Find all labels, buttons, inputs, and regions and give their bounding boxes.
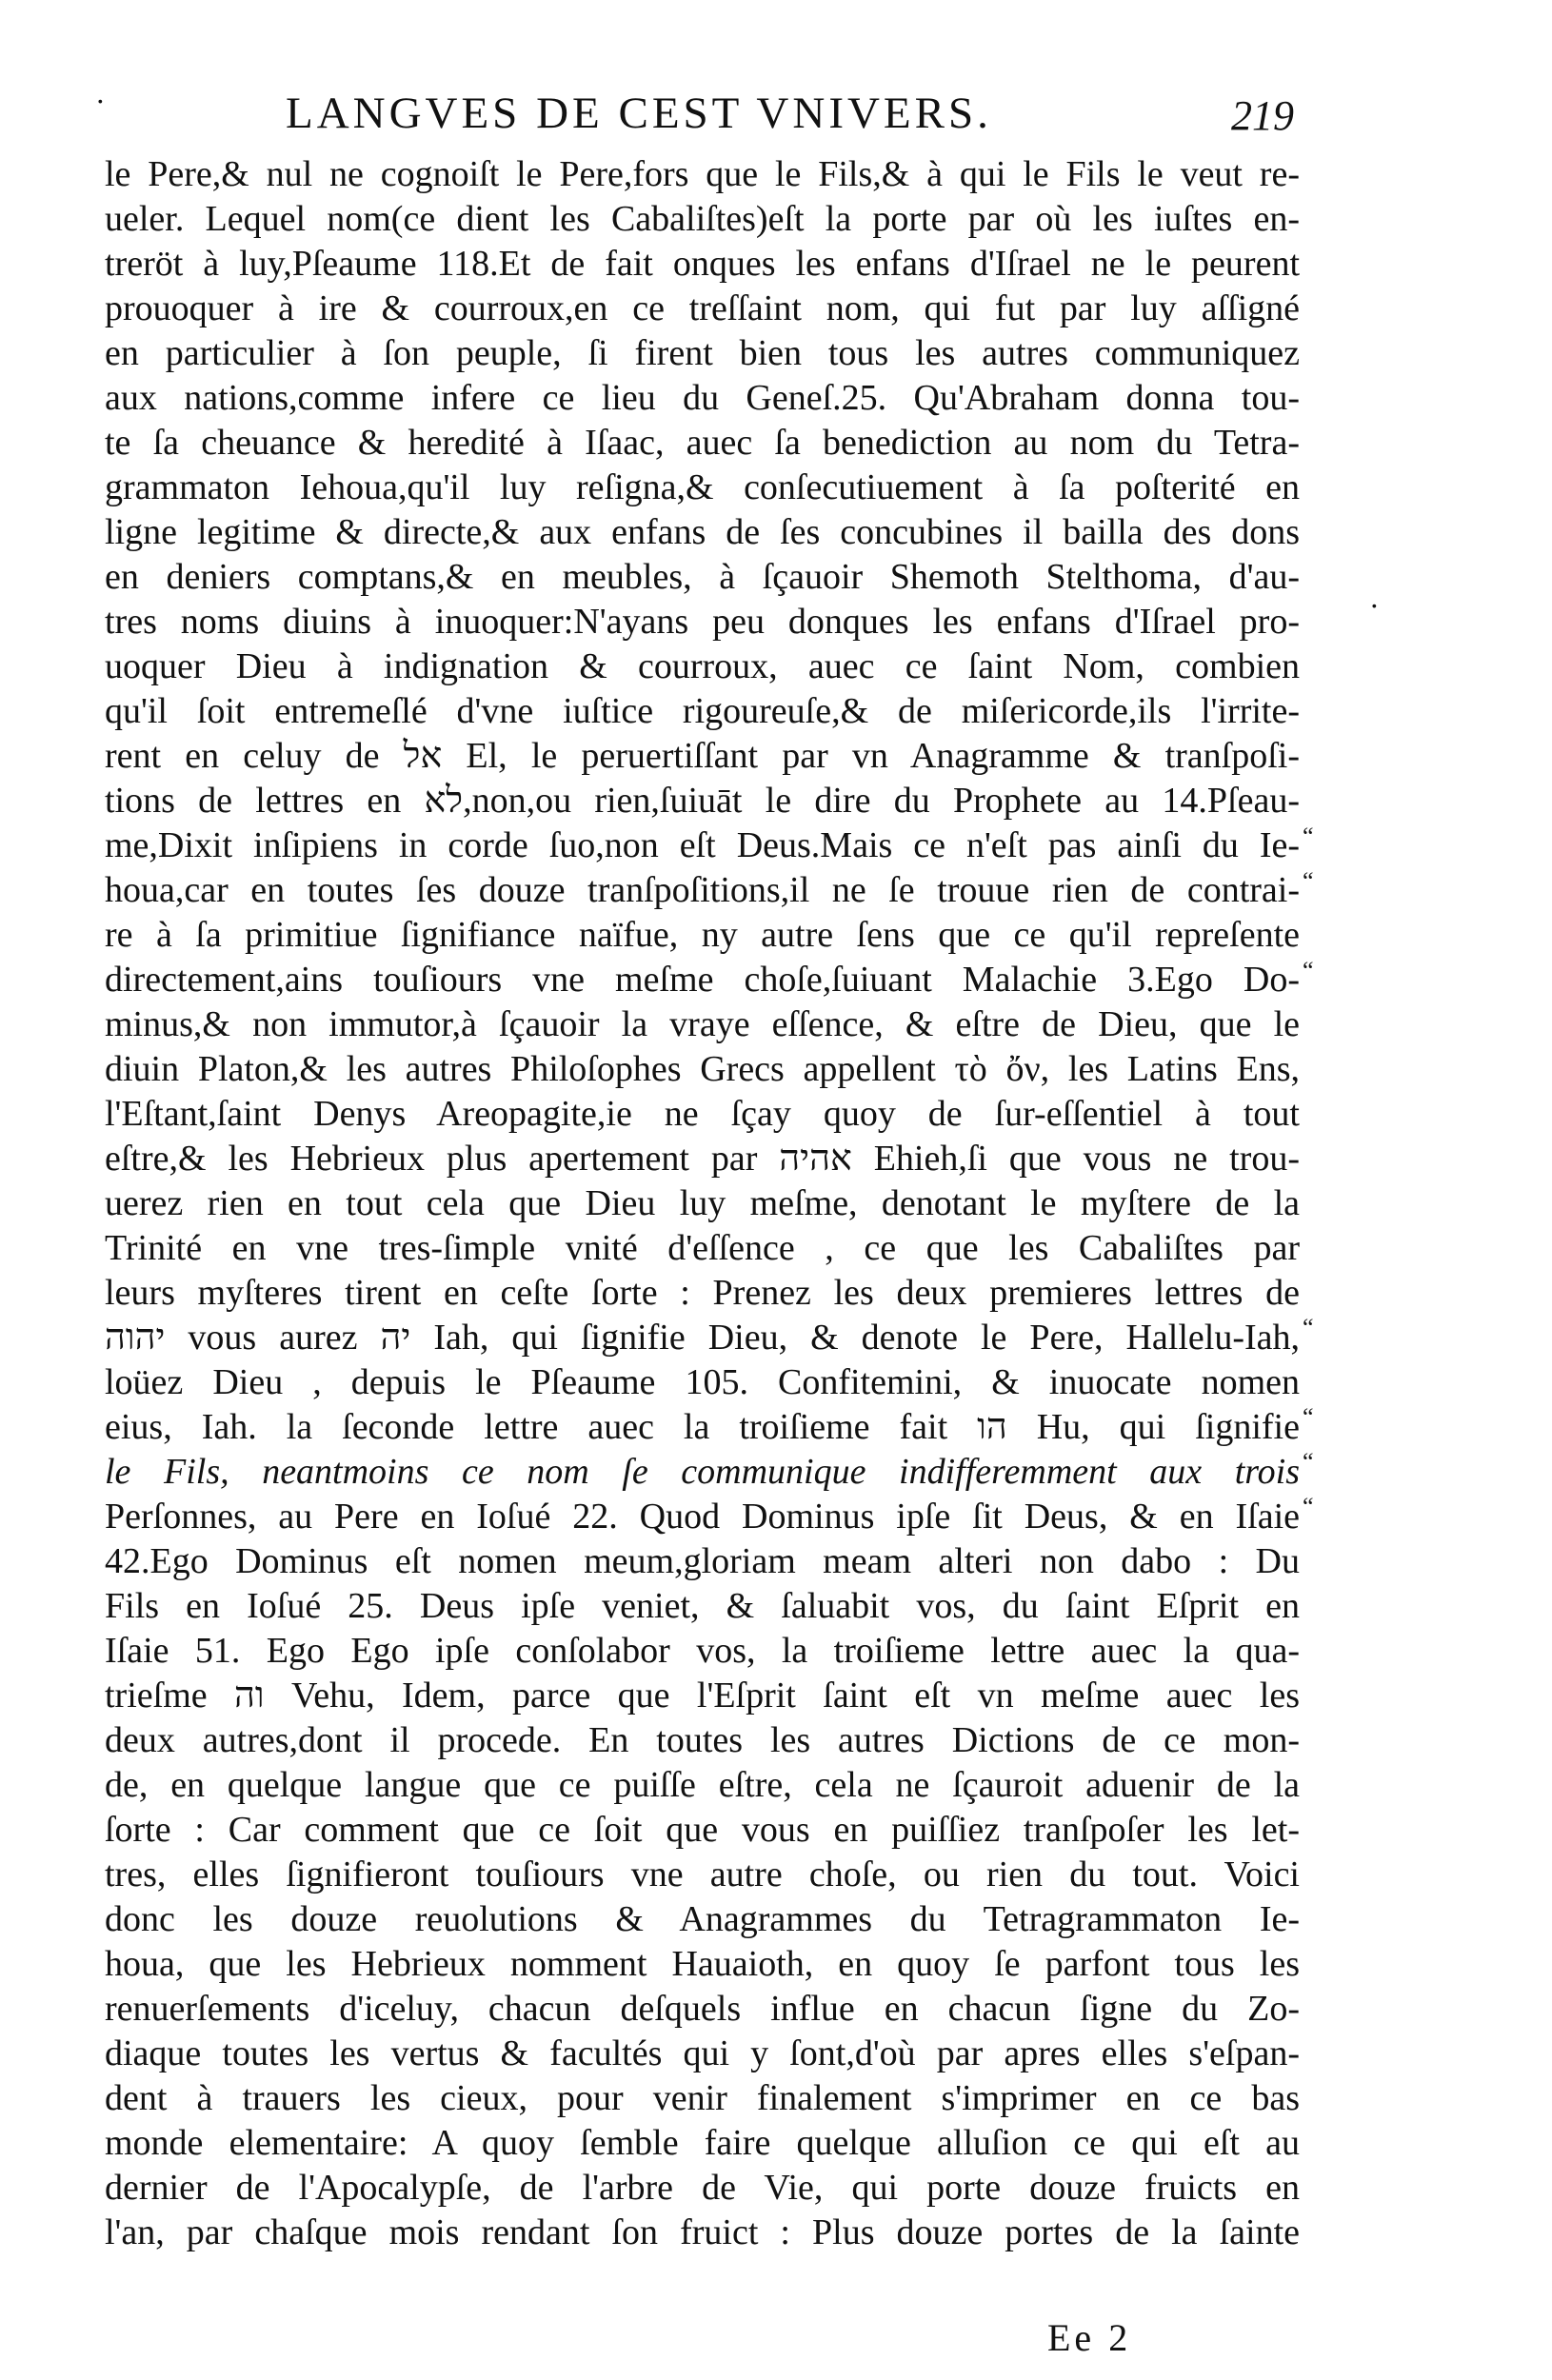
text-line: leurs myſteres tirent en ceſte ſorte : Prenez les deux premieres lettres de	[105, 1273, 1300, 1313]
text-line: te ſa cheuance & heredité à Iſaac, auec ſa benediction au nom du Tetra-	[105, 423, 1300, 463]
text-line: ligne legitime & directe,& aux enfans de ſes concubines il bailla des dons	[105, 512, 1300, 552]
quote-mark: “	[1303, 867, 1314, 895]
text-line: 42.Ego Dominus eſt nomen meum,gloriam meam alteri non dabo : Du	[105, 1541, 1300, 1581]
text-line: en deniers comptans,& en meubles, à ſçauoir Shemoth Stelthoma, d'au-	[105, 557, 1300, 597]
text-line: re à ſa primitiue ſignifiance naïfue, ny autre ſens que ce qu'il repreſente	[105, 915, 1300, 955]
text-line: l'Eſtant,ſaint Denys Areopagite,ie ne ſçay quoy de ſur-eſſentiel à tout	[105, 1094, 1300, 1134]
quote-mark: “	[1303, 1314, 1314, 1341]
quote-mark: “	[1303, 1493, 1314, 1520]
stray-ink-mark: ·	[1369, 588, 1380, 623]
text-line: l'an, par chaſque mois rendant ſon fruict : Plus douze portes de la ſainte	[105, 2212, 1300, 2252]
text-line: diaque toutes les vertus & facultés qui y ſont,d'où par apres elles s'eſpan-	[105, 2033, 1300, 2073]
text-line: minus,& non immutor,à ſçauoir la vraye eſſence, & eſtre de Dieu, que le	[105, 1004, 1300, 1044]
running-title: LANGVES DE CEST VNIVERS.	[286, 89, 992, 138]
quote-mark: “	[1303, 823, 1314, 850]
text-line: houa,car en toutes ſes douze tranſpoſitions,il ne ſe trouue rien de contrai-	[105, 870, 1300, 910]
text-line: me,Dixit inſipiens in corde ſuo,non eſt Deus.Mais ce n'eſt pas ainſi du Ie-	[105, 825, 1300, 865]
text-line: diuin Platon,& les autres Philoſophes Grecs appellent τὸ ὄν, les Latins Ens,	[105, 1049, 1300, 1089]
text-line: tres, elles ſignifieront touſiours vne autre choſe, ou rien du tout. Voici	[105, 1854, 1300, 1894]
page-number: 219	[1231, 92, 1294, 139]
text-line: deux autres,dont il procede. En toutes les autres Dictions de ce mon-	[105, 1720, 1300, 1760]
text-line: houa, que les Hebrieux nomment Hauaioth, en quoy ſe parfont tous les	[105, 1944, 1300, 1984]
text-line: uerez rien en tout cela que Dieu luy meſme, denotant le myſtere de la	[105, 1183, 1300, 1223]
text-line: eius, Iah. la ſeconde lettre auec la troiſieme fait הו Hu, qui ſignifie	[105, 1407, 1300, 1447]
text-line: loüez Dieu , depuis le Pſeaume 105. Confitemini, & inuocate nomen	[105, 1362, 1300, 1402]
text-line: Fils en Ioſué 25. Deus ipſe veniet, & ſaluabit vos, du ſaint Eſprit en	[105, 1586, 1300, 1626]
text-line: dent à trauers les cieux, pour venir finalement s'imprimer en ce bas	[105, 2078, 1300, 2118]
text-line: treröt à luy,Pſeaume 118.Et de fait onques les enfans d'Iſrael ne le peurent	[105, 244, 1300, 284]
text-line: ueler. Lequel nom(ce dient les Cabaliſtes)eſt la porte par où les iuſtes en-	[105, 199, 1300, 239]
text-line: donc les douze reuolutions & Anagrammes du Tetragrammaton Ie-	[105, 1899, 1300, 1939]
text-line: monde elementaire: A quoy ſemble faire quelque alluſion ce qui eſt au	[105, 2123, 1300, 2163]
text-line: tions de lettres en לא,non,ou rien,ſuiuāt le dire du Prophete au 14.Pſeau-	[105, 781, 1300, 821]
body-text	[105, 152, 1300, 2255]
text-line: Perſonnes, au Pere en Ioſué 22. Quod Dominus ipſe ſit Deus, & en Iſaie	[105, 1497, 1300, 1537]
text-line: de, en quelque langue que ce puiſſe eſtre, cela ne ſçauroit aduenir de la	[105, 1765, 1300, 1805]
signature-mark: Ee 2	[1047, 2316, 1132, 2359]
quote-mark: “	[1303, 1448, 1314, 1476]
quote-mark: “	[1303, 957, 1314, 984]
text-line: le Pere,& nul ne cognoiſt le Pere,fors que le Fils,& à qui le Fils le veut re-	[105, 154, 1300, 194]
text-line: trieſme וה Vehu, Idem, parce que l'Eſprit ſaint eſt vn meſme auec les	[105, 1676, 1300, 1716]
text-line: aux nations,comme infere ce lieu du Geneſ.25. Qu'Abraham donna tou-	[105, 378, 1300, 418]
text-line: Trinité en vne tres-ſimple vnité d'eſſence , ce que les Cabaliſtes par	[105, 1228, 1300, 1268]
quote-mark: “	[1303, 1403, 1314, 1431]
stray-ink-mark: ·	[95, 84, 106, 118]
text-line: prouoquer à ire & courroux,en ce treſſaint nom, qui fut par luy aſſigné	[105, 288, 1300, 328]
text-line: dernier de l'Apocalypſe, de l'arbre de Vie, qui porte douze fruicts en	[105, 2168, 1300, 2208]
text-line: qu'il ſoit entremeſlé d'vne iuſtice rigoureuſe,& de miſericorde,ils l'irrite-	[105, 691, 1300, 731]
text-line: eſtre,& les Hebrieux plus apertement par אהיה Ehieh,ſi que vous ne trou-	[105, 1139, 1300, 1179]
running-header	[0, 84, 1552, 145]
text-line: le Fils, neantmoins ce nom ſe communique indifferemment aux trois	[105, 1452, 1300, 1492]
text-line: renuerſements d'iceluy, chacun deſquels influe en chacun ſigne du Zo-	[105, 1989, 1300, 2029]
text-line: יהוה vous aurez יה Iah, qui ſignifie Dieu, & denote le Pere, Hallelu-Iah,	[105, 1318, 1300, 1358]
text-line: grammaton Iehoua,qu'il luy reſigna,& conſecutiuement à ſa poſterité en	[105, 467, 1300, 507]
text-line: Iſaie 51. Ego Ego ipſe conſolabor vos, la troiſieme lettre auec la qua-	[105, 1631, 1300, 1671]
text-line: rent en celuy de אל El, le peruertiſſant par vn Anagramme & tranſpoſi-	[105, 736, 1300, 776]
text-line: en particulier à ſon peuple, ſi firent bien tous les autres communiquez	[105, 333, 1300, 373]
text-line: ſorte : Car comment que ce ſoit que vous en puiſſiez tranſpoſer les let-	[105, 1810, 1300, 1850]
text-line: directement,ains touſiours vne meſme choſe,ſuiuant Malachie 3.Ego Do-	[105, 960, 1300, 1000]
text-line: tres noms diuins à inuoquer:N'ayans peu donques les enfans d'Iſrael pro-	[105, 602, 1300, 642]
text-line: uoquer Dieu à indignation & courroux, auec ce ſaint Nom, combien	[105, 646, 1300, 686]
